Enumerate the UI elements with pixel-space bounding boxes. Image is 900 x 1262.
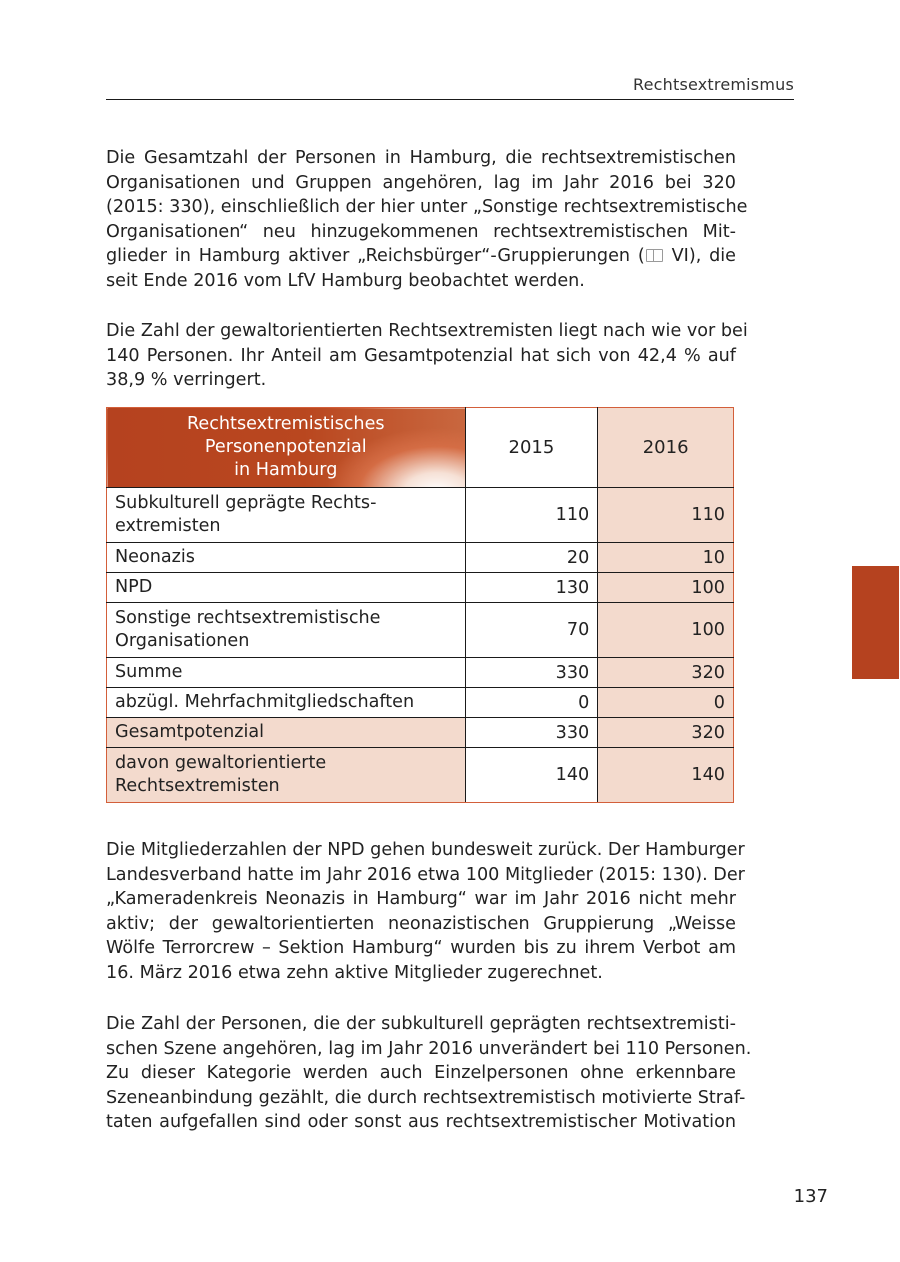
paragraph-subculture xyxy=(106,1012,752,1135)
text-line: Die Zahl der gewaltorientierten Rechtsextremisten liegt nach wie vor bei xyxy=(106,321,748,341)
text-line: Die Mitgliederzahlen der NPD gehen bundesweit zurück. Der Hamburger xyxy=(106,840,745,860)
table-row xyxy=(107,488,734,543)
table-row xyxy=(107,573,734,603)
text-line: Organisationen und Gruppen angehören, lag im Jahr 2016 bei 320 xyxy=(106,172,736,193)
value-2016: 10 xyxy=(598,543,734,573)
label-line: extremisten xyxy=(115,516,221,536)
row-label: Gesamtpotenzial xyxy=(107,718,466,748)
table-row xyxy=(107,688,734,718)
personenpotenzial-table xyxy=(106,407,734,803)
text-line: (2015: 330), einschließlich der hier unter „Sonstige rechtsextremistische xyxy=(106,197,748,218)
text-line: Zu dieser Kategorie werden auch Einzelpersonen ohne erkennbare xyxy=(106,1063,736,1084)
value-2016: 110 xyxy=(598,488,734,543)
text-line: Wölfe Terrorcrew – Sektion Hamburg“ wurden bis zu ihrem Verbot am xyxy=(106,938,736,959)
text-line: taten aufgefallen sind oder sonst aus rechtsextremistischer Motivation xyxy=(106,1112,736,1133)
value-2015: 70 xyxy=(465,603,598,658)
value-2016: 100 xyxy=(598,573,734,603)
text-line: Die Zahl der Personen, die der subkulturell geprägten rechtsextremisti- xyxy=(106,1014,736,1034)
table-row xyxy=(107,543,734,573)
table-header-row xyxy=(107,408,734,488)
label-line: Sonstige rechtsextremistische xyxy=(115,608,381,628)
text-line: 38,9 % verringert. xyxy=(106,370,267,391)
value-2016: 140 xyxy=(598,748,734,803)
value-2015: 0 xyxy=(465,688,598,718)
header-line: in Hamburg xyxy=(234,460,338,480)
table-row xyxy=(107,603,734,658)
row-label: Neonazis xyxy=(107,543,466,573)
row-label: abzügl. Mehrfachmitgliedschaften xyxy=(107,688,466,718)
value-2016: 100 xyxy=(598,603,734,658)
table-row-sum xyxy=(107,658,734,688)
paragraph-violent-extremists xyxy=(106,319,748,393)
label-line: Rechtsextremisten xyxy=(115,776,280,796)
header-line: Rechtsextremistisches xyxy=(186,414,385,434)
row-label: Summe xyxy=(107,658,466,688)
paragraph-total-persons xyxy=(106,146,748,294)
text-line: „Kameradenkreis Neonazis in Hamburg“ war im Jahr 2016 nicht mehr xyxy=(106,889,736,910)
label-line: davon gewaltorientierte xyxy=(115,753,327,773)
text-line: Die Gesamtzahl der Personen in Hamburg, die rechtsextremistischen xyxy=(106,148,736,168)
text-fragment: glieder in Hamburg aktiver „Reichsbürger“-Gruppierungen ( xyxy=(106,246,645,267)
text-line: Szeneanbindung gezählt, die durch rechtsextremistisch motivierte Straf- xyxy=(106,1087,746,1108)
chapter-tab-marker xyxy=(852,566,899,679)
text-line: 140 Personen. Ihr Anteil am Gesamtpotenzial hat sich von 42,4 % auf xyxy=(106,345,736,366)
value-2016: 320 xyxy=(598,718,734,748)
row-label xyxy=(107,488,466,543)
text-line: 16. März 2016 etwa zehn aktive Mitglieder zugerechnet. xyxy=(106,962,603,983)
table-title-header xyxy=(107,408,466,488)
table-row-violent xyxy=(107,748,734,803)
label-line: Organisationen xyxy=(115,631,250,651)
label-line: Subkulturell geprägte Rechts- xyxy=(115,493,377,513)
value-2016: 320 xyxy=(598,658,734,688)
text-line: Landesverband hatte im Jahr 2016 etwa 100 Mitglieder (2015: 130). Der xyxy=(106,864,745,885)
value-2015: 140 xyxy=(465,748,598,803)
column-header-2015: 2015 xyxy=(465,408,598,488)
row-label xyxy=(107,603,466,658)
chapter-reference: VI), die xyxy=(663,246,737,267)
text-line: aktiv; der gewaltorientierten neonazistischen Gruppierung „Weisse xyxy=(106,913,736,934)
value-2015: 20 xyxy=(465,543,598,573)
text-line: Organisationen“ neu hinzugekommenen rechtsextremistischen Mit- xyxy=(106,221,736,242)
text-line: seit Ende 2016 vom LfV Hamburg beobachtet werden. xyxy=(106,270,585,291)
value-2016: 0 xyxy=(598,688,734,718)
row-label xyxy=(107,748,466,803)
book-icon xyxy=(646,249,663,262)
text-line-with-ref xyxy=(106,244,736,269)
header-line: Personenpotenzial xyxy=(204,437,367,457)
column-header-2016: 2016 xyxy=(598,408,734,488)
page-number: 137 xyxy=(793,1186,828,1207)
value-2015: 110 xyxy=(465,488,598,543)
text-line: schen Szene angehören, lag im Jahr 2016 unverändert bei 110 Personen. xyxy=(106,1038,752,1059)
value-2015: 330 xyxy=(465,718,598,748)
table-row-total xyxy=(107,718,734,748)
paragraph-npd xyxy=(106,838,745,986)
row-label: NPD xyxy=(107,573,466,603)
value-2015: 130 xyxy=(465,573,598,603)
running-head-title: Rechtsextremismus xyxy=(106,74,794,100)
value-2015: 330 xyxy=(465,658,598,688)
